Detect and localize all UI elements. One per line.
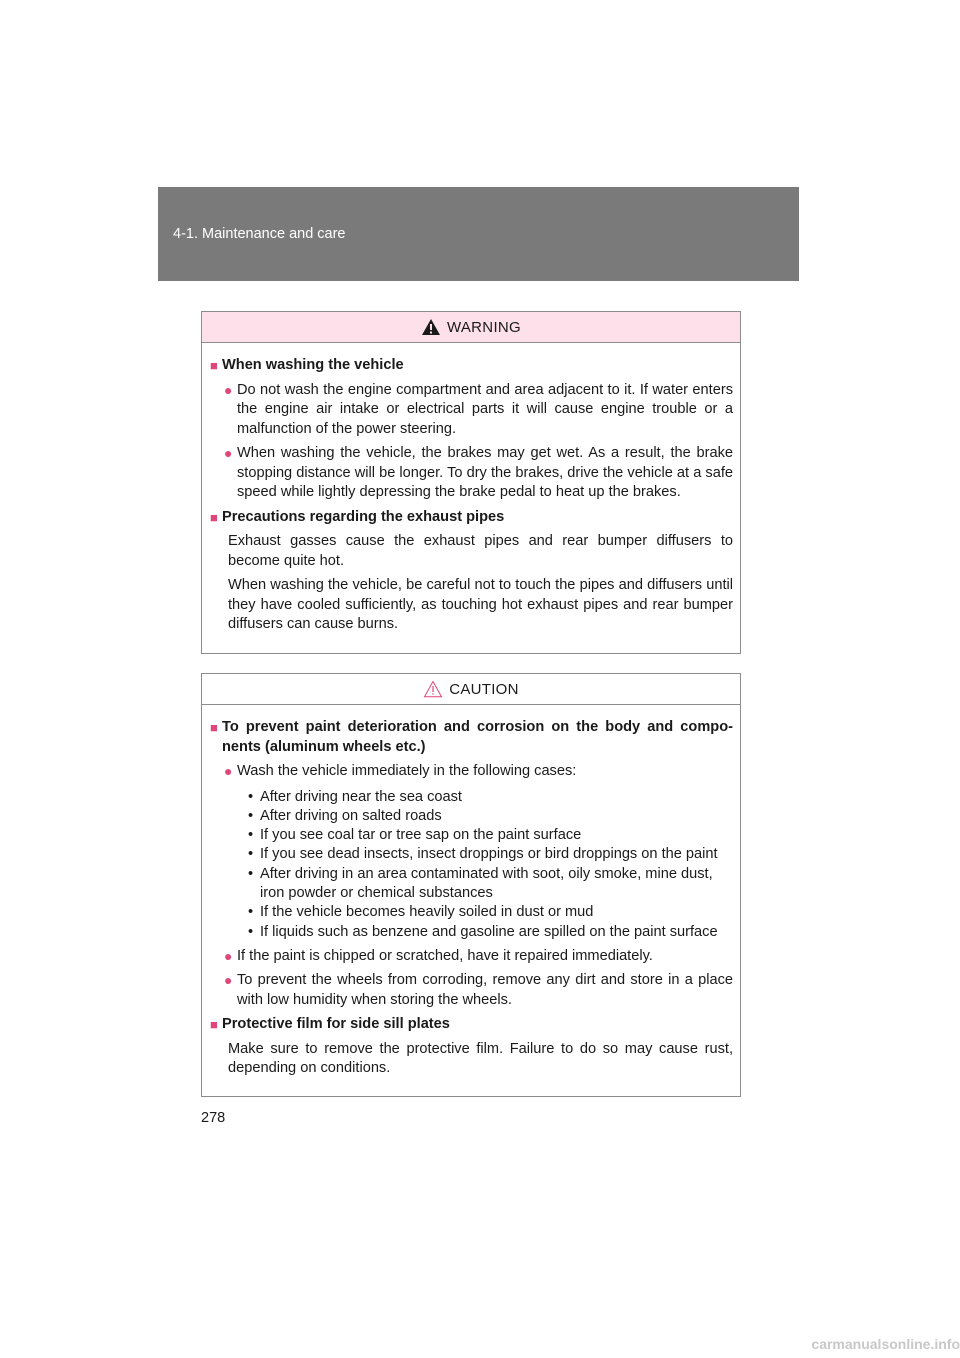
caution-label: CAUTION (449, 680, 519, 698)
list-item: • If you see dead insects, insect droppings or bird droppings on the paint (248, 846, 718, 863)
watermark: carmanualsonline.info (811, 1336, 960, 1352)
caution-section-title: ■ Protective film for side sill plates (210, 1016, 450, 1033)
list-item: • If the vehicle becomes heavily soiled in dust or mud (248, 904, 594, 921)
caution-box (201, 673, 741, 1097)
list-item: • If you see coal tar or tree sap on the paint surface (248, 827, 582, 844)
list-item: • After driving in an area contaminated with soot, oily smoke, mine dust, iron powder or chemical substances (248, 865, 713, 901)
caution-section-title: ■ To prevent paint deterioration and corrosion on the body and compo- nents (aluminum wheels etc.) (210, 719, 733, 755)
list-item: • If liquids such as benzene and gasoline are spilled on the paint surface (248, 923, 718, 940)
caution-bullet: ● To prevent the wheels from corroding, remove any dirt and store in a place with low humidity when storing the wheels. (224, 972, 733, 1008)
page-number: 278 (201, 1110, 226, 1126)
warning-section-title: ■ When washing the vehicle (210, 357, 404, 373)
warning-label: WARNING (446, 318, 522, 336)
warning-paragraph: Exhaust gasses cause the exhaust pipes and rear bumper diffusers to become quite hot. (228, 533, 733, 569)
section-title: 4-1. Maintenance and care (173, 226, 346, 242)
warning-paragraph: When washing the vehicle, be careful not to touch the pipes and diffusers until they have cooled sufficiently, as touching hot exhaust pipes and rear bumper diffusers can cause burns. (228, 577, 733, 632)
caution-header (202, 674, 740, 705)
warning-box (201, 311, 741, 654)
caution-case-list (248, 788, 733, 942)
list-item: • After driving on salted roads (248, 807, 442, 824)
warning-bullet: ● Do not wash the engine compartment and area adjacent to it. If water enters the engine air intake or electrical parts it will cause engine trouble or a malfunction of the power steering. (224, 381, 733, 437)
list-item: • After driving near the sea coast (248, 788, 462, 805)
warning-bullet: ● When washing the vehicle, the brakes may get wet. As a result, the brake stopping distance will be longer. To dry the brakes, drive the vehicle at a safe speed while lightly depressing the brake pedal to heat up the brakes. (224, 445, 733, 500)
section-header (158, 187, 799, 281)
warning-header (202, 312, 740, 343)
caution-paragraph: Make sure to remove the protective film. Failure to do so may cause rust, depending on conditions. (228, 1040, 733, 1077)
caution-bullet: ● If the paint is chipped or scratched, have it repaired immediately. (224, 947, 653, 964)
warning-section-title: ■ Precautions regarding the exhaust pipes (210, 508, 505, 525)
warning-triangle-icon (421, 318, 441, 336)
caution-triangle-icon (423, 680, 443, 698)
caution-bullet: ● Wash the vehicle immediately in the following cases: (224, 763, 577, 779)
